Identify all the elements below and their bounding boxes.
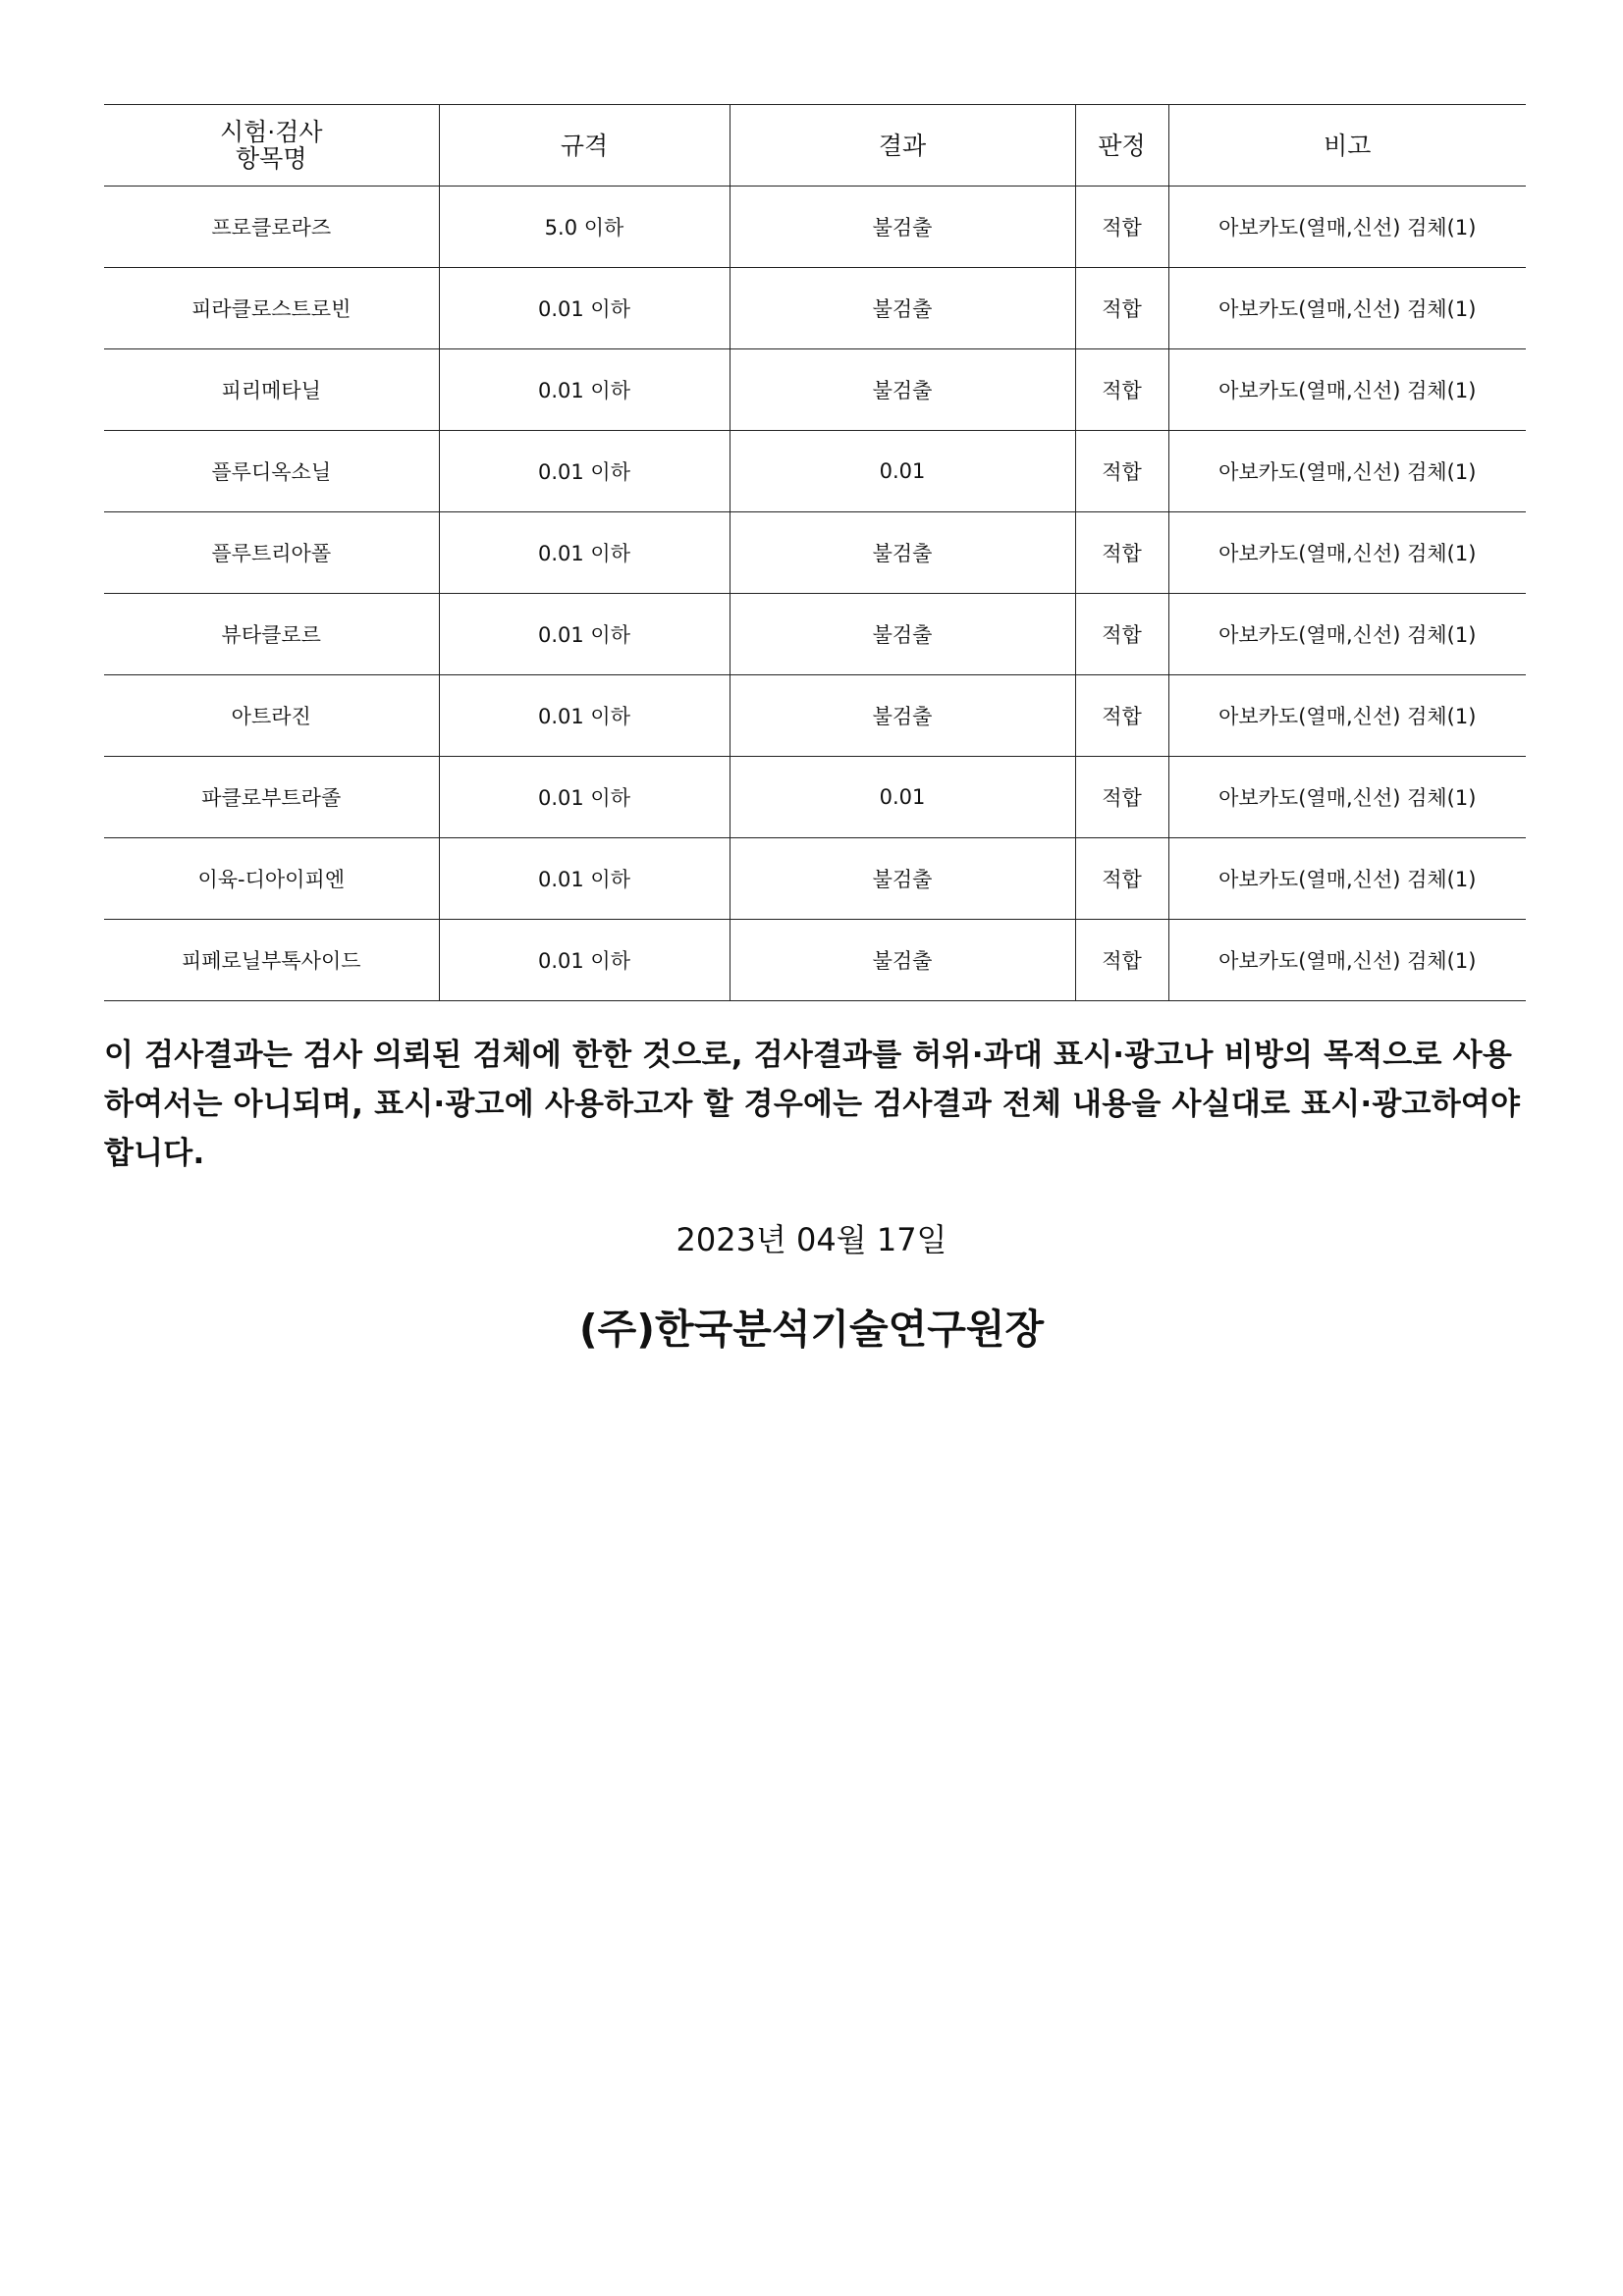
table-row bbox=[104, 838, 1526, 920]
cell-judgment: 적합 bbox=[1075, 512, 1168, 594]
cell-item-name: 플루디옥소닐 bbox=[104, 431, 439, 512]
table-header-row bbox=[104, 105, 1526, 187]
cell-item-name: 플루트리아폴 bbox=[104, 512, 439, 594]
cell-remark: 아보카도(열매,신선) 검체(1) bbox=[1168, 512, 1526, 594]
header-remark: 비고 bbox=[1168, 105, 1526, 187]
cell-remark: 아보카도(열매,신선) 검체(1) bbox=[1168, 757, 1526, 838]
table-row bbox=[104, 675, 1526, 757]
table-row bbox=[104, 920, 1526, 1001]
cell-judgment: 적합 bbox=[1075, 594, 1168, 675]
cell-remark: 아보카도(열매,신선) 검체(1) bbox=[1168, 675, 1526, 757]
cell-judgment: 적합 bbox=[1075, 675, 1168, 757]
cell-judgment: 적합 bbox=[1075, 838, 1168, 920]
cell-result: 불검출 bbox=[730, 187, 1075, 268]
cell-spec: 0.01 이하 bbox=[439, 512, 730, 594]
table-row bbox=[104, 512, 1526, 594]
header-spec: 규격 bbox=[439, 105, 730, 187]
cell-spec: 0.01 이하 bbox=[439, 431, 730, 512]
cell-result: 불검출 bbox=[730, 512, 1075, 594]
cell-item-name: 뷰타클로르 bbox=[104, 594, 439, 675]
table-row bbox=[104, 757, 1526, 838]
table-body bbox=[104, 187, 1526, 1001]
header-item-name-line1: 시험·검사 bbox=[219, 118, 323, 146]
cell-judgment: 적합 bbox=[1075, 268, 1168, 349]
cell-judgment: 적합 bbox=[1075, 349, 1168, 431]
table-row bbox=[104, 594, 1526, 675]
cell-item-name: 피리메타닐 bbox=[104, 349, 439, 431]
cell-remark: 아보카도(열매,신선) 검체(1) bbox=[1168, 838, 1526, 920]
cell-item-name: 프로클로라즈 bbox=[104, 187, 439, 268]
cell-result: 불검출 bbox=[730, 594, 1075, 675]
cell-result: 불검출 bbox=[730, 268, 1075, 349]
cell-item-name: 파클로부트라졸 bbox=[104, 757, 439, 838]
issue-date: 2023년 04월 17일 bbox=[676, 1221, 947, 1258]
results-table bbox=[104, 104, 1526, 1001]
cell-judgment: 적합 bbox=[1075, 431, 1168, 512]
cell-remark: 아보카도(열매,신선) 검체(1) bbox=[1168, 349, 1526, 431]
cell-result: 불검출 bbox=[730, 349, 1075, 431]
cell-spec: 0.01 이하 bbox=[439, 675, 730, 757]
cell-spec: 0.01 이하 bbox=[439, 594, 730, 675]
table-row bbox=[104, 349, 1526, 431]
cell-spec: 0.01 이하 bbox=[439, 920, 730, 1001]
cell-remark: 아보카도(열매,신선) 검체(1) bbox=[1168, 268, 1526, 349]
cell-spec: 0.01 이하 bbox=[439, 757, 730, 838]
cell-item-name: 피라클로스트로빈 bbox=[104, 268, 439, 349]
header-item-name-line2: 항목명 bbox=[236, 144, 307, 173]
cell-result: 0.01 bbox=[730, 757, 1075, 838]
cell-spec: 0.01 이하 bbox=[439, 838, 730, 920]
cell-item-name: 피페로닐부톡사이드 bbox=[104, 920, 439, 1001]
header-item-name bbox=[104, 105, 439, 187]
cell-judgment: 적합 bbox=[1075, 187, 1168, 268]
cell-judgment: 적합 bbox=[1075, 757, 1168, 838]
table-row bbox=[104, 268, 1526, 349]
cell-remark: 아보카도(열매,신선) 검체(1) bbox=[1168, 187, 1526, 268]
cell-result: 불검출 bbox=[730, 675, 1075, 757]
cell-spec: 0.01 이하 bbox=[439, 349, 730, 431]
cell-spec: 5.0 이하 bbox=[439, 187, 730, 268]
cell-remark: 아보카도(열매,신선) 검체(1) bbox=[1168, 594, 1526, 675]
cell-item-name: 아트라진 bbox=[104, 675, 439, 757]
cell-remark: 아보카도(열매,신선) 검체(1) bbox=[1168, 920, 1526, 1001]
table-row bbox=[104, 187, 1526, 268]
table-row bbox=[104, 431, 1526, 512]
cell-judgment: 적합 bbox=[1075, 920, 1168, 1001]
disclaimer-notice: 이 검사결과는 검사 의뢰된 검체에 한한 것으로, 검사결과를 허위·과대 표시·광고나 비방의 목적으로 사용하여서는 아니되며, 표시·광고에 사용하고자 할 경우에는 검사결과 전체 내용을 사실대로 표시·광고하여야 합니다. bbox=[104, 1038, 1521, 1171]
cell-remark: 아보카도(열매,신선) 검체(1) bbox=[1168, 431, 1526, 512]
cell-result: 불검출 bbox=[730, 920, 1075, 1001]
issuer-name: (주)한국분석기술연구원장 bbox=[578, 1306, 1045, 1353]
cell-result: 0.01 bbox=[730, 431, 1075, 512]
cell-result: 불검출 bbox=[730, 838, 1075, 920]
header-result: 결과 bbox=[730, 105, 1075, 187]
cell-item-name: 이육-디아이피엔 bbox=[104, 838, 439, 920]
header-judgment: 판정 bbox=[1075, 105, 1168, 187]
cell-spec: 0.01 이하 bbox=[439, 268, 730, 349]
